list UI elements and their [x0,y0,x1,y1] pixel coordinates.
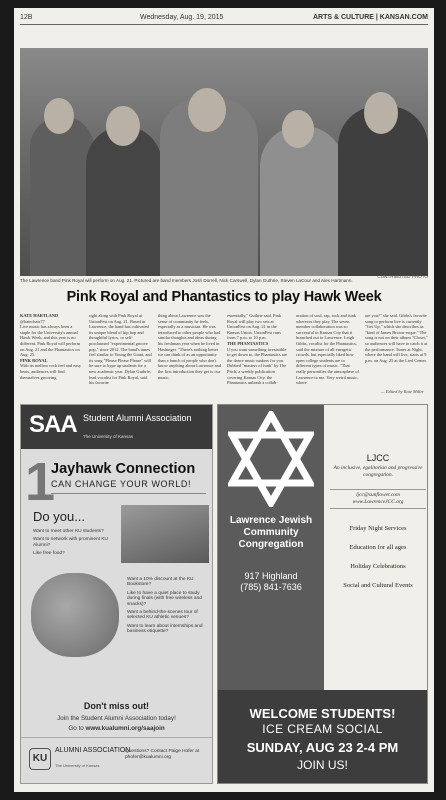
ljcc-side-panel [218,405,324,690]
article-paragraph: are you?" she said. Gibbs's favorite song to perform live is currently "Get Up," which she describes as "kind of James Brown-esque." The song is not on their album "Closer," so audiences will have to catch it at the performance. Tunes at Night, where the band will live, starts at 9 p.m. on Aug. 25 at the Lied Center. [365,313,428,363]
article-paragraph: Live music has always been a staple for the University's annual Hawk Week, and this year is no different. Pink Royal will perform on Aug. 21 and the Phantastics on Aug. 25. [20,324,81,358]
students-group-photo [31,573,119,657]
divider [51,493,206,494]
band-member-3-head [188,88,226,132]
ljcc-phone: (785) 841-7636 [240,582,302,592]
question-item: Want to meet other KU students? [33,529,104,534]
ljcc-name: Lawrence Jewish Community Congregation [229,515,313,550]
join-text: Join the Student Alumni Association today! [57,715,176,722]
band-member-2-head [106,106,140,146]
band-member-1 [30,116,94,276]
benefit-item: Want a behind-the-scenes tour of selected KU athletic venues? [127,610,198,621]
join-us: JOIN US! [297,758,348,772]
service-item: Social and Cultural Events [343,582,413,589]
photo-caption: The Lawrence band Pink Royal will perform on Aug. 21. Pictured are band members Josh Dorrell, Nick Carswell, Dylan Guthrie, Steven LaCour and Alex Hartmann. [20,278,353,283]
article-body [20,313,428,399]
star-of-david-icon [228,411,314,507]
goto-line [21,725,212,732]
jayhawk-connection-title: Jayhawk Connection [51,461,196,477]
band-member-5-head [364,92,398,134]
article-subhead: PINK ROYAL [20,357,48,363]
editor-credit: — Edited by Kate Miller [380,389,424,394]
band-photo [20,48,428,276]
benefit-item: Want to learn about internships and business etiquette? [127,623,203,635]
ljcc-tagline: An inclusive, egalitarian and progressive congregation. [333,465,423,478]
page-number: 12B [20,14,33,21]
saa-org-name: Student Alumni Association [83,413,192,423]
dont-miss-heading: Don't miss out! [83,701,150,711]
welcome-heading: WELCOME STUDENTS! [249,706,396,721]
article-column-6 [365,313,428,399]
band-member-4 [260,126,344,276]
ljcc-services [328,525,428,601]
contact-info: Questions? Contact Paige Hofer at phofer@kualumni.org [125,749,200,760]
article-paragraph: right along with Pink Royal at UnionFest on Aug. 21. Based in Lawrence, the band has cultivated its unique blend of hip hop and thoughtful lyrics, or self-proclaimed "experimental groove pop," since 2012. The band's tunes feel similar to Young the Giant, and its song "Please Please Please" will be sure to hype up students for a new academic year. Dylan Guthrie, lead vocalist for Pink Royal, said his favorite [89,313,152,386]
benefit-item: Want a 10% discount at the KU Bookstore? [127,577,194,588]
article-column-3 [158,313,221,399]
article-column-4 [227,313,290,399]
ljcc-address: 917 Highland [244,571,298,581]
article-subhead: THE PHANTASTICS [227,340,269,346]
service-item: Friday Night Services [349,525,407,532]
article-column-1 [20,313,83,399]
saa-logo: SAA [29,411,77,438]
saa-footer [21,737,212,784]
benefit-item: Like to have a quiet place to study during finals (with free wireless and snacks)? [127,590,202,607]
byline: KATE HARTLAND [20,313,59,318]
ljcc-website[interactable]: www.LawrenceJCC.org [352,499,404,505]
article-paragraph: With its mellow rock feel and easy beats, audiences will find themselves grooving [20,363,82,380]
jayhawk-number: 1 [25,452,56,512]
event-name: ICE CREAM SOCIAL [262,722,383,736]
band-member-1-head [44,98,74,134]
band-member-2 [86,126,162,276]
ljcc-address-block [218,571,324,593]
service-item: Education for all ages [349,544,407,551]
ljcc-contact [330,489,426,509]
section-label: ARTS & CULTURE | KANSAN.COM [313,14,428,21]
alumni-university: The University of Kansas [55,763,100,768]
students-photo [121,505,209,563]
article-paragraph: essentially," Guthrie said. Pink Royal will play two sets at UnionFest on Aug. 21 in the Kansas Union. UnionFest runs from 7 p.m. to 10 p.m. [227,313,282,341]
ljcc-advertisement [217,404,428,784]
band-member-4-head [282,110,314,148]
article-headline: Pink Royal and Phantastics to play Hawk Week [66,289,382,305]
saa-university: The University of Kansas [83,434,134,439]
question-list [33,529,117,560]
question-item: Want to network with prominent KU Alumni? [33,537,109,548]
goto-prefix: Go to [68,725,84,732]
ljcc-abbr: LJCC [366,453,390,463]
question-item: Like free food? [33,551,65,557]
benefit-list [127,577,209,638]
article-paragraph: oration of soul, rap, rock and funk wherever they play. The seven member collaboration was so successful in Kansas City that it branched out to Lawrence. Leigh Gibbs, vocalist for the Phantastics, said the mixture of all energetic crowds, but especially liked how open college students are to different types of music. "That really personifies the atmosphere of Lawrence to me. Very weird music, where [296,313,359,386]
header-divider [20,24,428,25]
newspaper-page [14,8,434,792]
alumni-association-name: ALUMNI ASSOCIATION [55,747,131,754]
event-time: SUNDAY, AUG 23 2-4 PM [246,740,399,755]
article-paragraph: If you want something irresistible to get down to, the Phantastics are the dance music makers for you. Dubbed "masters of funk" by The Pitch, a weekly publication covering Kansas City, the Phantastics unleash a collab- [227,346,288,386]
jayhawk-connection-subtitle: CAN CHANGE YOUR WORLD! [51,479,192,489]
article-column-2 [89,313,152,399]
byline-handle: @katechats77 [20,318,45,324]
photo-credit: CONTRIBUTED PHOTO [377,274,428,279]
article-column-5 [296,313,359,399]
ljcc-email[interactable]: ljcc@sunflower.com [356,492,400,498]
article-paragraph: thing about Lawrence was the sense of community he feels, especially as a musician. He was introduced to other people who had similar thoughts and ideas during his freshman year when he lived in Hashinger. "There's nothing better we can think of as an opportunity than a bunch of people who don't know anything about Lawrence and the first introduction they get is our music, [158,313,221,380]
service-item: Holiday Celebrations [350,563,406,570]
do-you-heading: Do you... [33,509,86,524]
saa-join-link[interactable]: www.kualumni.org/saajoin [85,725,165,732]
saa-banner [21,405,212,449]
ku-logo: KU [29,748,51,770]
issue-date: Wednesday, Aug. 19, 2015 [140,14,224,21]
welcome-banner [218,690,427,784]
saa-advertisement [20,404,213,784]
